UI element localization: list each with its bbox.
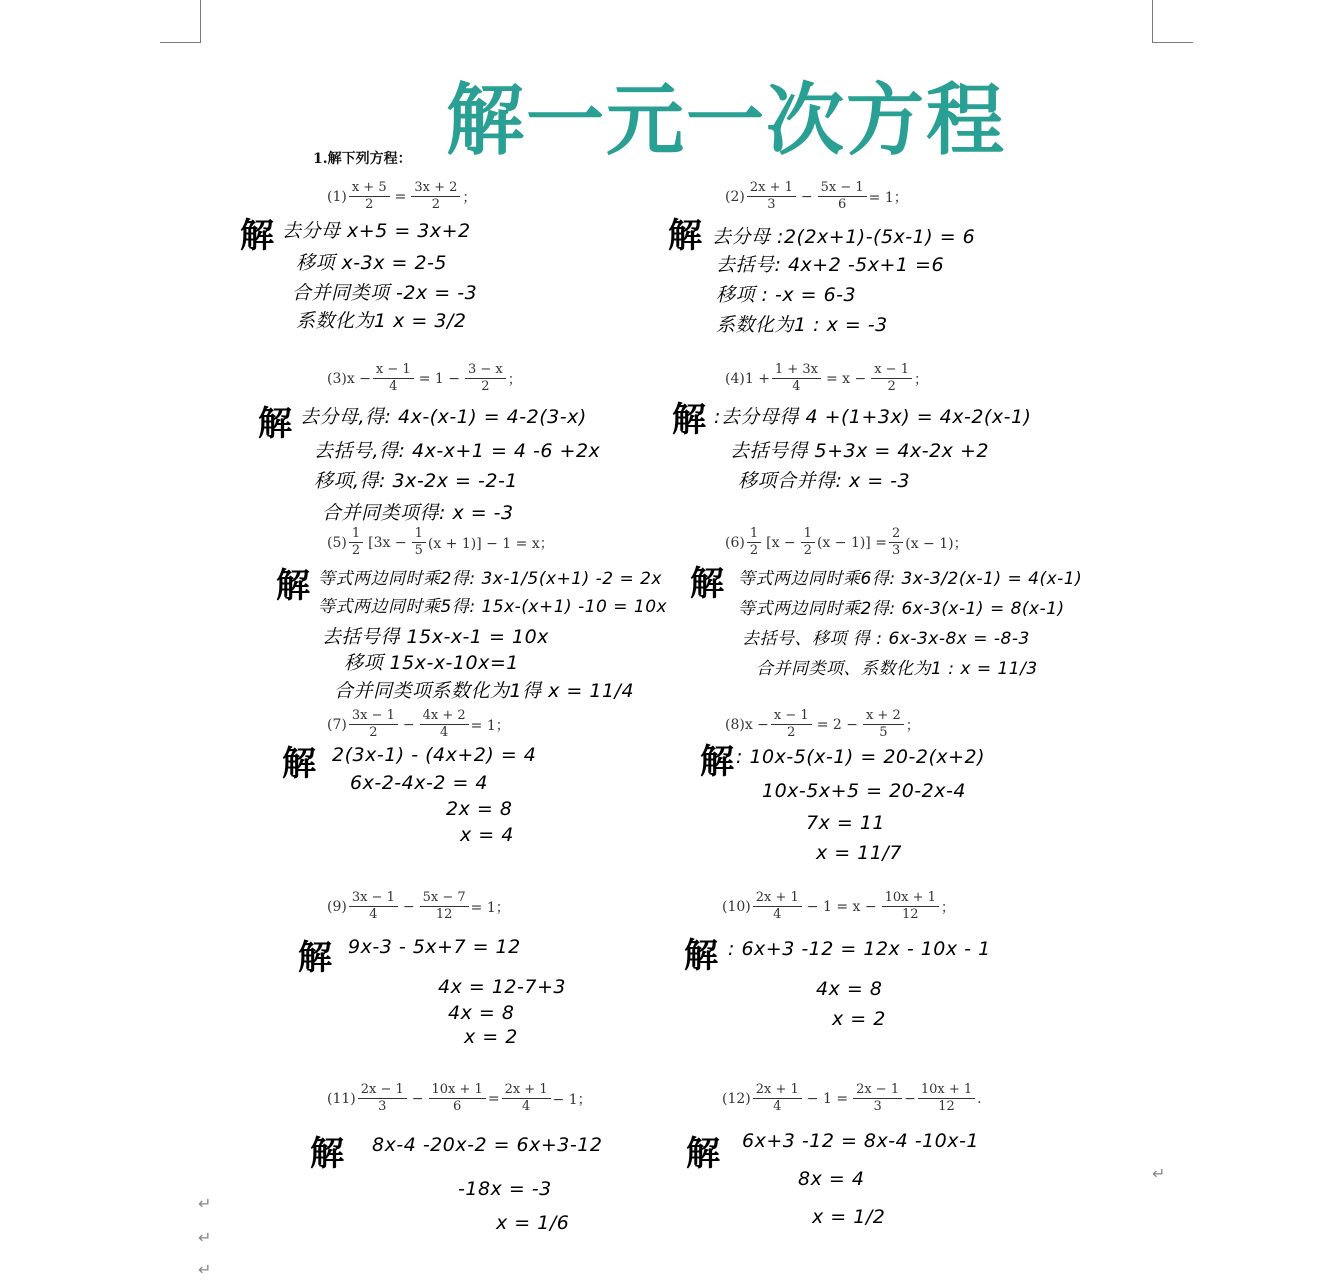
solution-10-step: 4x = 8: [816, 978, 883, 1000]
solution-8-label: 解: [700, 742, 734, 782]
solution-3-step: 去分母,得: 4x-(x-1) = 4-2(3-x): [300, 406, 587, 428]
solution-11-step: 8x-4 -20x-2 = 6x+3-12: [372, 1134, 603, 1156]
solution-4-step: 去括号得 5+3x = 4x-2x +2: [730, 440, 989, 462]
problem-1: (1) $\frac{x + 5}{2}$ = $\frac{3x + 2}{2}$ ；: [327, 180, 477, 212]
solution-6-step: 合并同类项、系数化为1 : x = 11/3: [756, 659, 1038, 679]
solution-5-step: 等式两边同时乘2得: 3x-1/5(x+1) -2 = 2x: [318, 569, 662, 589]
solution-9-step: 9x-3 - 5x+7 = 12: [348, 936, 521, 958]
solution-10-step: x = 2: [832, 1008, 886, 1030]
solution-5-step: 合并同类项系数化为1得 x = 11/4: [334, 680, 635, 702]
solution-9-label: 解: [298, 938, 332, 978]
page-corner-mark-top-left: [160, 0, 201, 43]
solution-3-label: 解: [258, 404, 292, 444]
problem-8: (8)x − $\frac{x - 1}{2}$ = 2 − $\frac{x + 2}{5}$ ；: [725, 708, 920, 740]
solution-8-step: 7x = 11: [806, 812, 886, 834]
problem-12: (12) $\frac{2x + 1}{4}$ − 1 = $\frac{2x - 1}{3}$ − $\frac{10x + 1}{12}$ .: [722, 1082, 982, 1114]
solution-9-step: 4x = 12-7+3: [438, 976, 566, 998]
problem-7: (7) $\frac{3x - 1}{2}$ − $\frac{4x + 2}{4}$ = 1；: [327, 708, 510, 740]
solution-6-step: 去括号、移项 得 : 6x-3x-8x = -8-3: [742, 629, 1030, 649]
solution-12-step: 8x = 4: [798, 1168, 865, 1190]
solution-9-step: 4x = 8: [448, 1002, 515, 1024]
paragraph-mark: ↵: [1152, 1164, 1166, 1183]
solution-1-step: 去分母 x+5 = 3x+2: [282, 220, 471, 242]
problem-5: (5) $\frac{1}{2}$ [3x − $\frac{1}{5}$ (x + 1)] − 1 = x；: [327, 526, 554, 558]
solution-2-step: 去括号: 4x+2 -5x+1 =6: [716, 254, 945, 276]
solution-7-label: 解: [282, 744, 316, 784]
solution-6-step: 等式两边同时乘6得: 3x-3/2(x-1) = 4(x-1): [738, 569, 1083, 589]
solution-11-step: x = 1/6: [496, 1212, 570, 1234]
solution-4-label: 解: [672, 400, 706, 440]
solution-3-step: 去括号,得: 4x-x+1 = 4 -6 +2x: [314, 440, 601, 462]
solution-5-label: 解: [276, 566, 310, 606]
solution-1-step: 移项 x-3x = 2-5: [296, 252, 448, 274]
solution-7-step: 6x-2-4x-2 = 4: [350, 772, 488, 794]
solution-12-step: 6x+3 -12 = 8x-4 -10x-1: [742, 1130, 979, 1152]
solution-1-step: 系数化为1 x = 3/2: [296, 310, 467, 332]
solution-7-step: 2x = 8: [446, 798, 513, 820]
solution-2-step: 系数化为1 : x = -3: [716, 314, 888, 336]
problem-11: (11) $\frac{2x - 1}{3}$ − $\frac{10x + 1}{6}$ = $\frac{2x + 1}{4}$ − 1；: [327, 1082, 592, 1114]
solution-12-label: 解: [686, 1134, 720, 1174]
solution-11-step: -18x = -3: [458, 1178, 552, 1200]
instruction-text: 1.解下列方程：: [313, 151, 412, 167]
paragraph-mark: ↵: [198, 1194, 212, 1213]
problem-2: (2) $\frac{2x + 1}{3}$ − $\frac{5x - 1}{6}$ = 1；: [725, 180, 908, 212]
problem-4: (4)1 + $\frac{1 + 3x}{4}$ = x − $\frac{x - 1}{2}$ ；: [725, 362, 928, 394]
solution-5-step: 等式两边同时乘5得: 15x-(x+1) -10 = 10x: [318, 597, 668, 617]
solution-8-step: : 10x-5(x-1) = 20-2(x+2): [736, 746, 986, 768]
solution-6-label: 解: [690, 564, 724, 604]
solution-4-step: 移项合并得: x = -3: [738, 470, 911, 492]
solution-4-step: :去分母得 4 +(1+3x) = 4x-2(x-1): [714, 406, 1032, 428]
solution-2-step: 去分母 :2(2x+1)-(5x-1) = 6: [712, 226, 976, 248]
solution-7-step: x = 4: [460, 824, 514, 846]
solution-11-label: 解: [310, 1134, 344, 1174]
solution-3-step: 合并同类项得: x = -3: [322, 502, 514, 524]
problem-3: (3)x − $\frac{x - 1}{4}$ = 1 − $\frac{3 - x}{2}$ ；: [327, 362, 522, 394]
page-title: 解一元一次方程: [446, 76, 1007, 166]
solution-3-step: 移项,得: 3x-2x = -2-1: [314, 470, 518, 492]
solution-7-step: 2(3x-1) - (4x+2) = 4: [332, 744, 537, 766]
problem-6: (6) $\frac{1}{2}$ [x − $\frac{1}{2}$ (x − 1)] = $\frac{2}{3}$ (x − 1)；: [725, 526, 968, 558]
solution-5-step: 去括号得 15x-x-1 = 10x: [322, 626, 549, 648]
solution-12-step: x = 1/2: [812, 1206, 886, 1228]
paragraph-mark: ↵: [198, 1228, 212, 1247]
problem-10: (10) $\frac{2x + 1}{4}$ − 1 = x − $\frac{10x + 1}{12}$ ；: [722, 890, 955, 922]
page-corner-mark-top-right: [1152, 0, 1193, 43]
problem-9: (9) $\frac{3x - 1}{4}$ − $\frac{5x - 7}{12}$ = 1；: [327, 890, 510, 922]
solution-2-label: 解: [668, 216, 702, 256]
solution-1-label: 解: [240, 216, 274, 256]
solution-9-step: x = 2: [464, 1026, 518, 1048]
solution-8-step: x = 11/7: [816, 842, 902, 864]
solution-1-step: 合并同类项 -2x = -3: [292, 282, 478, 304]
solution-5-step: 移项 15x-x-10x=1: [344, 652, 519, 674]
paragraph-mark: ↵: [198, 1260, 212, 1279]
solution-2-step: 移项 : -x = 6-3: [716, 284, 857, 306]
solution-10-step: : 6x+3 -12 = 12x - 10x - 1: [728, 938, 991, 960]
solution-8-step: 10x-5x+5 = 20-2x-4: [762, 780, 966, 802]
solution-6-step: 等式两边同时乘2得: 6x-3(x-1) = 8(x-1): [738, 599, 1065, 619]
solution-10-label: 解: [684, 936, 718, 976]
